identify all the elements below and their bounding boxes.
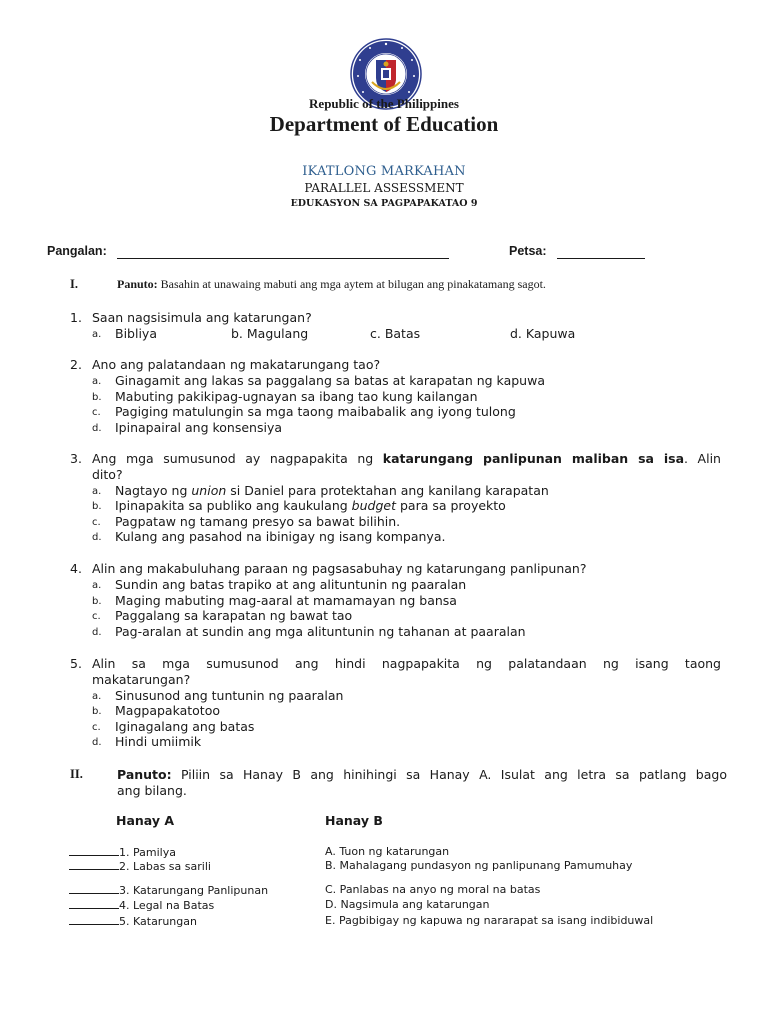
column-a-text: 2. Labas sa sarili [119, 860, 211, 873]
department-title: Department of Education [269, 112, 499, 136]
part1-numeral: I. [70, 277, 78, 291]
option-letter: a. [92, 376, 102, 387]
part1-instruction-label: Panuto: [117, 277, 158, 291]
option-letter: a. [92, 580, 102, 591]
column-a-item-3 [69, 883, 268, 897]
column-a-text: 1. Pamilya [119, 846, 176, 859]
column-b-item-d: D. Nagsimula ang katarungan [325, 898, 490, 911]
option-letter: c. [92, 721, 101, 733]
option-letter: b. [92, 391, 102, 403]
question-emphasis: katarungang panlipunan maliban sa isa [382, 451, 685, 466]
option-a[interactable] [92, 326, 232, 342]
question-number: 4. [70, 561, 82, 576]
option-text-start: Nagtayo ng [115, 482, 188, 498]
option-text: b. Magulang [231, 326, 309, 341]
option-letter: a. [92, 690, 102, 702]
name-date-row [47, 244, 727, 262]
question-text: Alin ang makabuluhang paraan ng pagsasabuhay ng katarungang panlipunan? [92, 561, 587, 576]
question-text: Saan nagsisimula ang katarungan? [92, 310, 312, 325]
option-text: Magpapakatotoo [115, 703, 220, 718]
question-1 [70, 310, 725, 344]
option-b[interactable] [231, 326, 351, 342]
part2-instruction-line1 [117, 767, 727, 782]
option-text: Iginagalang ang batas [115, 718, 255, 734]
part1-instruction-text: Basahin at unawaing mabuti ang mga aytem at bilugan ang pinakatamang sagot. [160, 277, 546, 291]
option-letter: b. [92, 501, 102, 512]
option-text-end: si Daniel para protektahan ang kanilang karapatan [230, 482, 549, 498]
name-label: Pangalan: [47, 244, 107, 258]
question-number: 1. [70, 310, 82, 325]
column-b-item-c: C. Panlabas na anyo ng moral na batas [325, 883, 541, 896]
answer-blank-2[interactable] [69, 859, 119, 870]
answer-blank-1[interactable] [69, 845, 119, 856]
option-text [115, 483, 549, 499]
option-letter: d. [92, 626, 102, 638]
option-letter: c. [92, 407, 101, 418]
option-italic: budget [351, 498, 396, 513]
republic-heading: Republic of the Philippines [309, 96, 459, 111]
question-text-line2: dito? [92, 466, 123, 482]
answer-blank-5[interactable] [69, 914, 119, 925]
option-letter: a. [92, 485, 102, 497]
option-text: Ginagamit ang lakas sa paggalang sa batas at karapatan ng kapuwa [115, 373, 545, 388]
column-b-item-b: B. Mahalagang pundasyon ng panlipunang Pamumuhay [325, 859, 633, 872]
question-text: Ano ang palatandaan ng makatarungang tao? [92, 357, 381, 372]
date-field[interactable] [557, 258, 645, 259]
option-text: Pag-aralan at sundin ang mga alituntunin ng tahanan at paaralan [115, 623, 526, 639]
option-d[interactable] [510, 326, 620, 342]
option-text: d. Kapuwa [510, 326, 576, 341]
option-letter: d. [92, 422, 102, 434]
option-letter: b. [92, 595, 102, 607]
assessment-title: PARALLEL ASSESSMENT [304, 181, 464, 195]
option-text-end: para sa proyekto [399, 498, 506, 513]
part2-instruction-text: Piliin sa Hanay B ang hinihingi sa Hanay A. Isulat ang letra sa patlang bago [181, 767, 727, 782]
part2-instruction-line2: ang bilang. [117, 782, 187, 798]
subject-title: EDUKASYON SA PAGPAPAKATAO 9 [290, 198, 478, 209]
date-label: Petsa: [509, 244, 547, 258]
option-text: Sinusunod ang tuntunin ng paaralan [115, 687, 344, 703]
question-text-line2: makatarungan? [92, 671, 191, 687]
option-letter: a. [92, 329, 102, 340]
column-b-item-a: A. Tuon ng katarungan [325, 845, 450, 858]
question-2 [70, 357, 725, 437]
column-a-text: 4. Legal na Batas [119, 899, 215, 912]
option-text: c. Batas [370, 326, 421, 341]
part1-instruction [117, 277, 546, 292]
column-b-title: Hanay B [325, 813, 383, 828]
question-text [92, 451, 721, 467]
question-text-end: . Alin [684, 451, 721, 466]
option-text: Pagpataw ng tamang presyo sa bawat bilihin. [115, 513, 401, 529]
part2-instructions [70, 767, 730, 801]
question-5 [70, 656, 725, 751]
option-c[interactable] [370, 326, 480, 342]
column-a-text: 3. Katarungang Panlipunan [119, 884, 269, 897]
name-field[interactable] [117, 258, 449, 259]
option-text [115, 498, 506, 514]
question-number: 5. [70, 656, 82, 671]
column-a-item-1 [69, 845, 176, 859]
option-text: Ipinapairal ang konsensiya [115, 419, 283, 435]
column-a-item-5 [69, 914, 197, 928]
question-number: 3. [70, 451, 82, 466]
option-italic: union [191, 482, 227, 498]
option-letter: c. [92, 516, 101, 528]
option-letter: c. [92, 611, 101, 622]
option-text: Sundin ang batas trapiko at ang alituntunin ng paaralan [115, 577, 467, 592]
question-text: Alin sa mga sumusunod ang hindi nagpapakita ng palatandaan ng isang taong [92, 656, 721, 671]
option-text: Kulang ang pasahod na ibinigay ng isang kompanya. [115, 529, 446, 544]
column-a-item-4 [69, 898, 214, 912]
option-text: Paggalang sa karapatan ng bawat tao [115, 608, 353, 623]
quarter-title: IKATLONG MARKAHAN [302, 164, 466, 179]
part2-instruction-label: Panuto: [117, 767, 172, 782]
question-3 [70, 451, 725, 546]
option-text: Hindi umiimik [115, 734, 202, 749]
part2-numeral: II. [70, 767, 83, 781]
answer-blank-3[interactable] [69, 883, 119, 894]
question-number: 2. [70, 357, 82, 372]
option-text: Maging mabuting mag-aaral at mamamayan ng bansa [115, 592, 457, 608]
option-letter: b. [92, 706, 102, 717]
option-text: Pagiging matulungin sa mga taong maibabalik ang iyong tulong [115, 404, 516, 419]
column-a-title: Hanay A [116, 813, 175, 828]
option-text: Mabuting pakikipag-ugnayan sa ibang tao kung kailangan [115, 388, 478, 404]
question-4 [70, 561, 725, 641]
answer-blank-4[interactable] [69, 898, 119, 909]
column-a-item-2 [69, 859, 211, 873]
option-letter: d. [92, 737, 102, 748]
column-b-item-e: E. Pagbibigay ng kapuwa ng nararapat sa isang indibiduwal [325, 914, 654, 927]
question-text-start: Ang mga sumusunod ay nagpapakita ng [92, 451, 374, 466]
part1-instructions [70, 277, 730, 293]
option-text-start: Ipinapakita sa publiko ang kaukulang [115, 498, 348, 513]
option-letter: d. [92, 532, 102, 543]
option-text: Bibliya [115, 326, 157, 341]
column-a-text: 5. Katarungan [119, 915, 197, 928]
